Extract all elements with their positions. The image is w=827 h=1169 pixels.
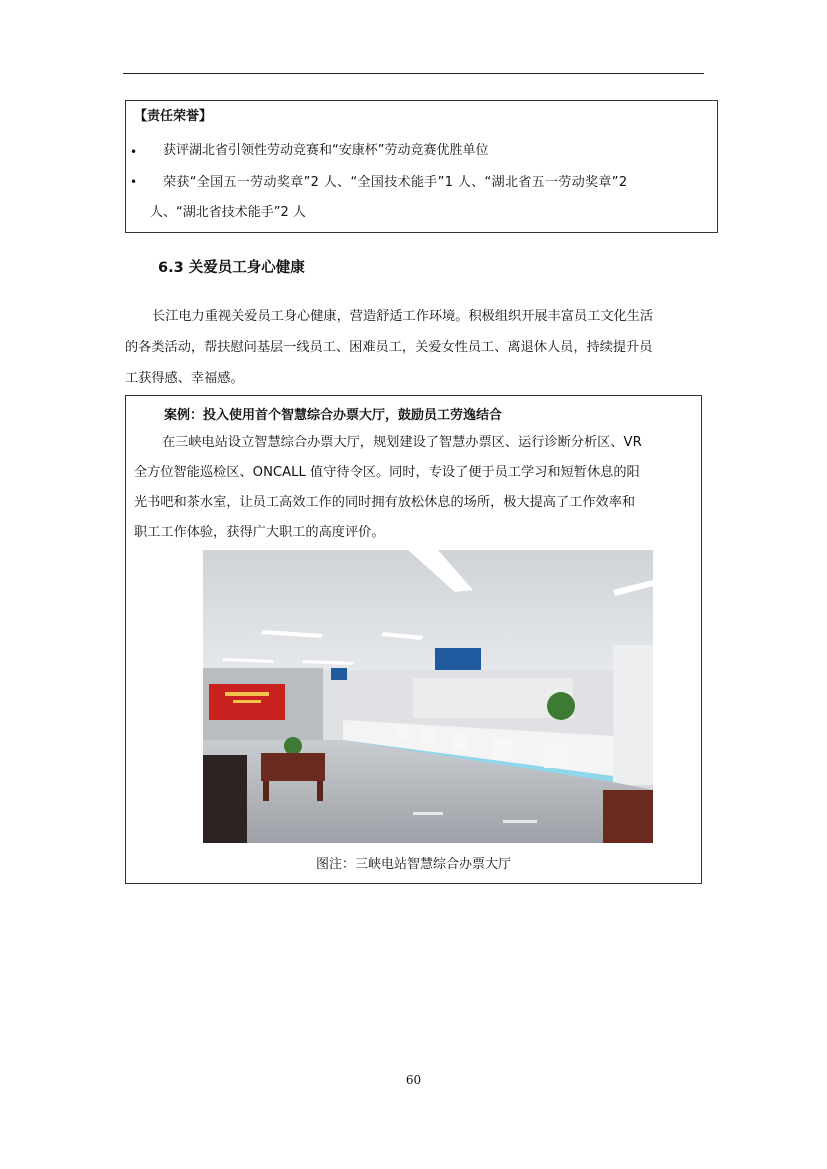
bullet-icon: • (130, 175, 138, 189)
case-box (125, 395, 702, 884)
honor-item-2-line-1: 荣获“全国五一劳动奖章”2 人、“全国技术能手”1 人、“湖北省五一劳动奖章”2 (163, 175, 628, 190)
honor-item-2-line-2: 人、“湖北省技术能手”2 人 (150, 205, 306, 220)
page-number: 60 (405, 1073, 422, 1087)
section-title: 6.3 关爱员工身心健康 (158, 260, 305, 276)
paragraph-line: 工获得感、幸福感。 (125, 371, 244, 386)
paragraph-line: 的各类活动，帮扶慰问基层一线员工、困难员工，关爱女性员工、离退休人员，持续提升员 (125, 340, 653, 355)
honors-title: 【责任荣誉】 (134, 109, 213, 124)
photo-caption: 图注：三峡电站智慧综合办票大厅 (315, 857, 511, 872)
honor-item-1: 获评湖北省引领性劳动竞赛和“安康杯”劳动竞赛优胜单位 (163, 143, 489, 158)
header-rule (123, 73, 704, 74)
case-body-line: 在三峡电站设立智慧综合办票大厅，规划建设了智慧办票区、运行诊断分析区、VR (162, 435, 642, 450)
case-body-line: 职工工作体验，获得广大职工的高度评价。 (134, 525, 385, 540)
honors-box (125, 100, 718, 233)
case-body-line: 光书吧和茶水室，让员工高效工作的同时拥有放松休息的场所，极大提高了工作效率和 (134, 495, 636, 510)
case-body-line: 全方位智能巡检区、ONCALL 值守待令区。同时，专设了便于员工学习和短暂休息的阳 (134, 465, 640, 480)
service-hall-photo (203, 550, 653, 843)
case-title: 案例：投入使用首个智慧综合办票大厅，鼓励员工劳逸结合 (164, 408, 503, 423)
paragraph-line: 长江电力重视关爱员工身心健康，营造舒适工作环境。积极组织开展丰富员工文化生活 (152, 309, 654, 324)
bullet-icon: • (130, 145, 138, 159)
